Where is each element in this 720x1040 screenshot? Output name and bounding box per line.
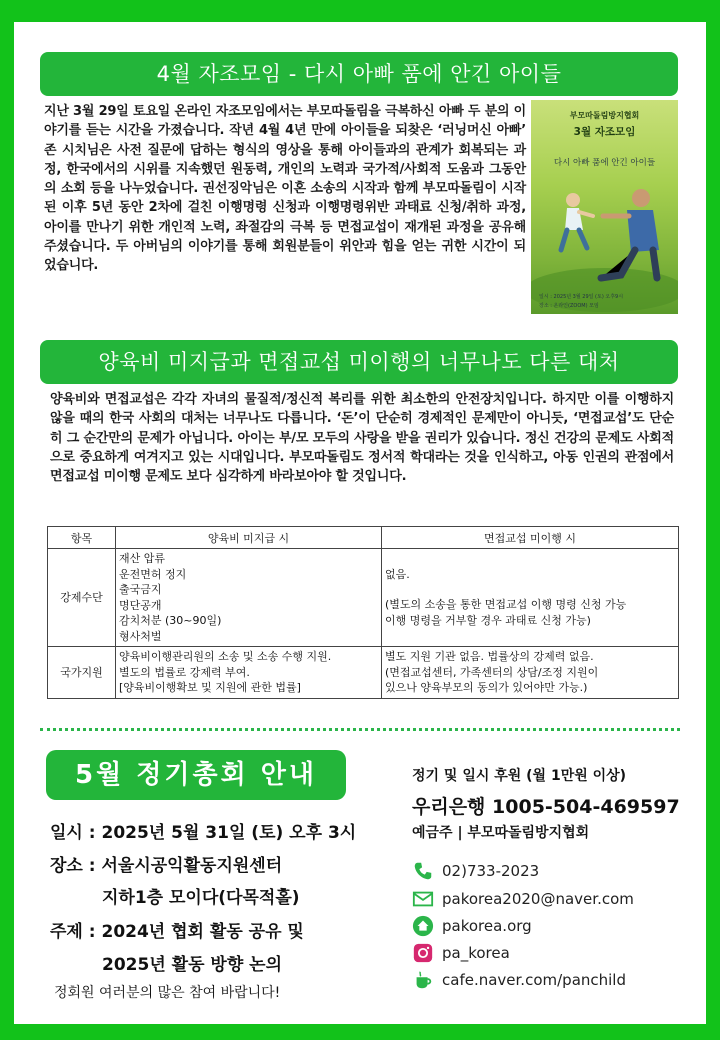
contact-cafe-text: cafe.naver.com/panchild: [442, 971, 626, 989]
father-child-illustration: [531, 100, 678, 314]
meeting-badge: 5월 정기총회 안내: [46, 750, 346, 800]
contact-email-text: pakorea2020@naver.com: [442, 890, 634, 908]
meeting-topic-value: 2024년 협회 활동 공유 및: [101, 922, 304, 942]
section1-body: 지난 3월 29일 토요일 온라인 자조모임에서는 부모따돌림을 극복하신 아빠 두 분의 이야기를 듣는 시간을 가졌습니다. 작년 4월 4년 만에 아이들을 되찾은 ‘러닝머신 아빠’ 존 시치님은 사전 질문에 답하는 형식의 영상을 통해 아이들과의 관계가 회복되는 과정, 한국에서의 시위를 지속했던 원동력, 개인의 노력과 국가적/사회적 도움과 그동안의 소회 등을 나누었습니다. 권선징악님은 이혼 소송의 시작과 함께 부모따돌림이 시작된 이후 5년 동안 2차에 걸친 이행명령 신청과 이행명령위반 과태료 신청/취하 과정, 아이를 만나기 위한 개인적 노력, 좌절감의 극복 등 면접교섭이 재개된 과정을 공유해 주셨습니다. 두 아버님의 이야기를 통해 회원분들이 위안과 힘을 얻는 귀한 시간이 되었습니다.: [44, 104, 526, 274]
cafe-icon: [412, 969, 434, 991]
table-cell: [116, 647, 382, 699]
row-label: 국가지원: [48, 647, 116, 699]
table-cell: [116, 549, 382, 647]
meeting-place-label: 장소 :: [50, 856, 102, 876]
comparison-table: [47, 526, 679, 699]
meeting-note: 정회원 여러분의 많은 참여 바랍니다!: [54, 985, 281, 1001]
instagram-icon: [412, 942, 434, 964]
sponsor-title: 정기 및 일시 후원 (월 1만원 이상): [412, 768, 627, 784]
meeting-topic-detail: 2025년 활동 방향 논의: [102, 955, 283, 975]
meeting-date: [50, 818, 356, 843]
contact-email[interactable]: [412, 888, 634, 910]
mail-icon: [412, 888, 434, 910]
contact-website-text: pakorea.org: [442, 917, 532, 935]
row-label: 강제수단: [48, 549, 116, 647]
meeting-place-value: 서울시공익활동지원센터: [101, 856, 283, 876]
cell-line: 재산 압류: [119, 552, 166, 565]
contact-phone[interactable]: [412, 860, 539, 882]
meeting-place-detail: 지하1층 모이다(다목적홀): [102, 888, 300, 908]
meeting-topic-label: 주제 :: [50, 922, 102, 942]
section2-title: 양육비 미지급과 면접교섭 미이행의 너무나도 다른 대처: [40, 340, 678, 384]
poster-date: 일시 : 2025년 3월 29일 (토) 오후9시: [539, 294, 624, 300]
cell-line: [양육비이행확보 및 지원에 관한 법률]: [119, 681, 301, 694]
contact-phone-text: 02)733-2023: [442, 862, 540, 880]
table-header-visitation: 면접교섭 미이행 시: [382, 527, 679, 549]
poster-title: 3월 자조모임: [573, 126, 636, 138]
meeting-date-value: 2025년 5월 31일 (토) 오후 3시: [101, 823, 357, 843]
cell-line: 별도의 법률로 강제력 부여.: [119, 665, 250, 679]
table-header-item: 항목: [48, 527, 116, 549]
table-cell: [382, 549, 679, 647]
phone-icon: [412, 860, 434, 882]
table-header-row: [48, 527, 679, 549]
cell-line: 있으나 양육부모의 동의가 있어야만 가능.): [385, 681, 588, 694]
meeting-topic: [50, 917, 304, 942]
poster-org: 부모따돌림방지협회: [569, 111, 640, 120]
cell-line: 없음.: [385, 567, 410, 581]
cell-line: 출국금지: [119, 583, 162, 596]
cell-line: 명단공개: [119, 598, 162, 612]
home-icon: [412, 915, 434, 937]
cell-line: 양육비이행관리원의 소송 및 소송 수행 지원.: [119, 650, 332, 663]
section2-body: 양육비와 면접교섭은 각각 자녀의 물질적/정신적 복리를 위한 최소한의 안전장치입니다. 하지만 이를 이행하지 않을 때의 한국 사회의 대처는 너무나도 다릅니다. ‘돈’이 단순히 경제적인 문제만이 아니듯, ‘면접교섭’도 단순히 그 순간만의 문제가 아닙니다. 아이는 부/모 모두의 사랑을 받을 권리가 있습니다. 정신 건강의 문제도 사회적으로 중요하게 여겨지고 있는 시대입니다. 부모따돌림도 정서적 학대라는 것을 인식하고, 아동 인권의 관점에서 면접교섭 미이행 문제도 보다 심각하게 바라보아야 할 것입니다.: [50, 392, 674, 485]
cell-line: 이행 명령을 거부할 경우 과태료 신청 가능): [385, 613, 591, 627]
meeting-poster-image: [531, 100, 678, 314]
cell-line: [385, 582, 675, 597]
cell-line: (면접교섭센터, 가족센터의 상담/조정 지원이: [385, 665, 599, 679]
cell-line: 별도 지원 기관 없음. 법률상의 강제력 없음.: [385, 650, 594, 663]
contact-cafe[interactable]: [412, 969, 626, 991]
cell-line: 운전면허 정지: [119, 567, 187, 581]
account-holder: 예금주 | 부모따돌림방지협회: [412, 825, 590, 841]
table-row: [48, 549, 679, 647]
table-cell: [382, 647, 679, 699]
section-divider: [40, 728, 680, 731]
contact-instagram-text: pa_korea: [442, 944, 510, 962]
cell-line: 감치처분 (30~90일): [119, 614, 222, 627]
meeting-place: [50, 851, 282, 876]
section1-title: 4월 자조모임 - 다시 아빠 품에 안긴 아이들: [40, 52, 678, 96]
table-header-child-support: 양육비 미지급 시: [116, 527, 382, 549]
poster-place: 장소 : 온라인(ZOOM) 모임: [539, 303, 599, 309]
cell-line: (별도의 소송을 통한 면접교섭 이행 명령 신청 가능: [385, 598, 627, 612]
meeting-date-label: 일시 :: [50, 823, 102, 843]
cell-line: 형사처벌: [119, 629, 162, 643]
newsletter-page: [14, 22, 706, 1024]
poster-subtitle: 다시 아빠 품에 안긴 아이들: [553, 158, 656, 168]
contact-website[interactable]: [412, 915, 532, 937]
table-row: [48, 647, 679, 699]
contact-instagram[interactable]: [412, 942, 510, 964]
bank-account: 우리은행 1005-504-469597: [412, 796, 680, 818]
